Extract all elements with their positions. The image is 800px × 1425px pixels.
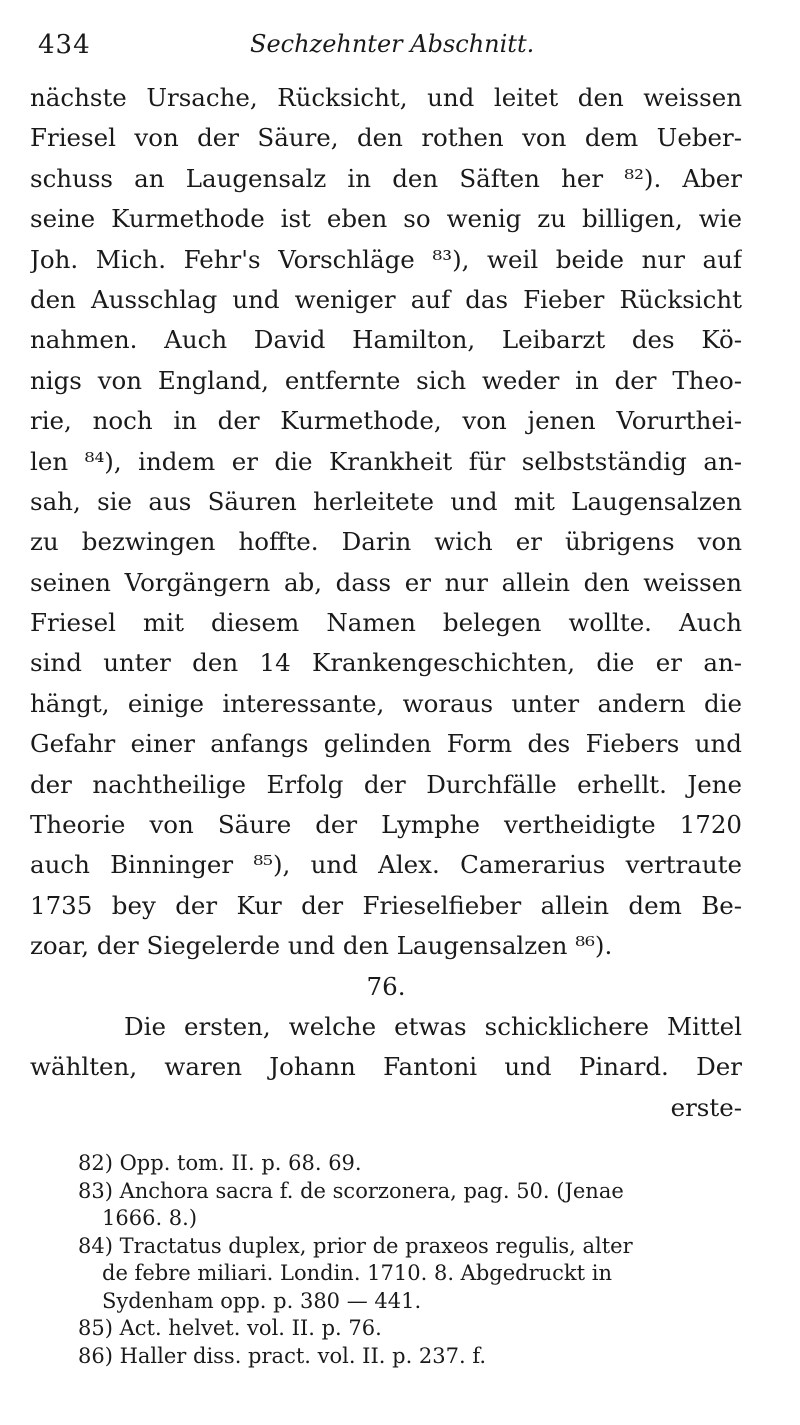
text-line: zoar, der Siegelerde und den Laugensalzen ⁸⁶). bbox=[30, 931, 613, 961]
footnote-84-continued-2: Sydenham opp. p. 380 — 441. bbox=[102, 1288, 422, 1313]
footnote-83-continued: 1666. 8.) bbox=[102, 1206, 198, 1230]
text-line: Theorie von Säure der Lymphe vertheidigte 1720 bbox=[30, 810, 742, 840]
footnote-84-continued: de febre miliari. Londin. 1710. 8. Abgedruckt in bbox=[102, 1261, 612, 1285]
footnote-86: 86) Haller diss. pract. vol. II. p. 237. f. bbox=[78, 1343, 487, 1368]
text-line: wählten, waren Johann Fantoni und Pinard. Der bbox=[30, 1052, 742, 1082]
text-line: hängt, einige interessante, woraus unter andern die bbox=[30, 688, 742, 718]
text-line: nahmen. Auch David Hamilton, Leibarzt des Kö- bbox=[30, 325, 742, 355]
page-header bbox=[38, 24, 738, 68]
text-line: Joh. Mich. Fehr's Vorschläge ⁸³), weil beide nur auf bbox=[30, 244, 742, 274]
footnote-83: 83) Anchora sacra f. de scorzonera, pag. 50. (Jenae bbox=[78, 1178, 624, 1203]
footnotes bbox=[78, 1150, 743, 1370]
text-line: sah, sie aus Säuren herleitete und mit Laugensalzen bbox=[30, 486, 742, 516]
catchword: erste- bbox=[670, 1092, 742, 1122]
section-number: 76. bbox=[366, 971, 406, 1001]
text-line: Gefahr einer anfangs gelinden Form des Fiebers und bbox=[30, 729, 742, 759]
text-line: 1735 bey der Kur der Frieselfieber allein dem Be- bbox=[30, 890, 742, 920]
text-line: nächste Ursache, Rücksicht, und leitet den weissen bbox=[30, 83, 742, 112]
text-line: rie, noch in der Kurmethode, von jenen Vorurthei- bbox=[30, 406, 742, 436]
text-line: zu bezwingen hoffte. Darin wich er übrigens von bbox=[30, 527, 742, 557]
text-line: den Ausschlag und weniger auf das Fieber Rücksicht bbox=[30, 284, 742, 314]
text-line: auch Binninger ⁸⁵), und Alex. Camerarius vertraute bbox=[30, 850, 742, 880]
footnote-82: 82) Opp. tom. II. p. 68. 69. bbox=[78, 1151, 362, 1175]
footnote-85: 85) Act. helvet. vol. II. p. 76. bbox=[78, 1316, 382, 1340]
text-line: seine Kurmethode ist eben so wenig zu billigen, wie bbox=[30, 204, 742, 234]
text-line: seinen Vorgängern ab, dass er nur allein den weissen bbox=[30, 567, 742, 597]
text-line: sind unter den 14 Krankengeschichten, die er an- bbox=[30, 648, 742, 678]
text-line: len ⁸⁴), indem er die Krankheit für selbstständig an- bbox=[30, 446, 742, 476]
body-text bbox=[30, 78, 742, 1128]
running-title: Sechzehnter Abschnitt. bbox=[250, 30, 535, 58]
text-line: Die ersten, welche etwas schicklichere Mittel bbox=[124, 1011, 742, 1041]
footnote-84: 84) Tractatus duplex, prior de praxeos regulis, alter bbox=[78, 1233, 633, 1258]
text-line: Friesel mit diesem Namen belegen wollte. Auch bbox=[30, 608, 742, 638]
text-line: schuss an Laugensalz in den Säften her ⁸²). Aber bbox=[30, 163, 742, 193]
page-number: 434 bbox=[38, 30, 91, 60]
text-line: nigs von England, entfernte sich weder in der Theo- bbox=[30, 365, 742, 395]
text-line: Friesel von der Säure, den rothen von dem Ueber- bbox=[30, 123, 742, 153]
text-line: der nachtheilige Erfolg der Durchfälle erhellt. Jene bbox=[30, 769, 742, 799]
